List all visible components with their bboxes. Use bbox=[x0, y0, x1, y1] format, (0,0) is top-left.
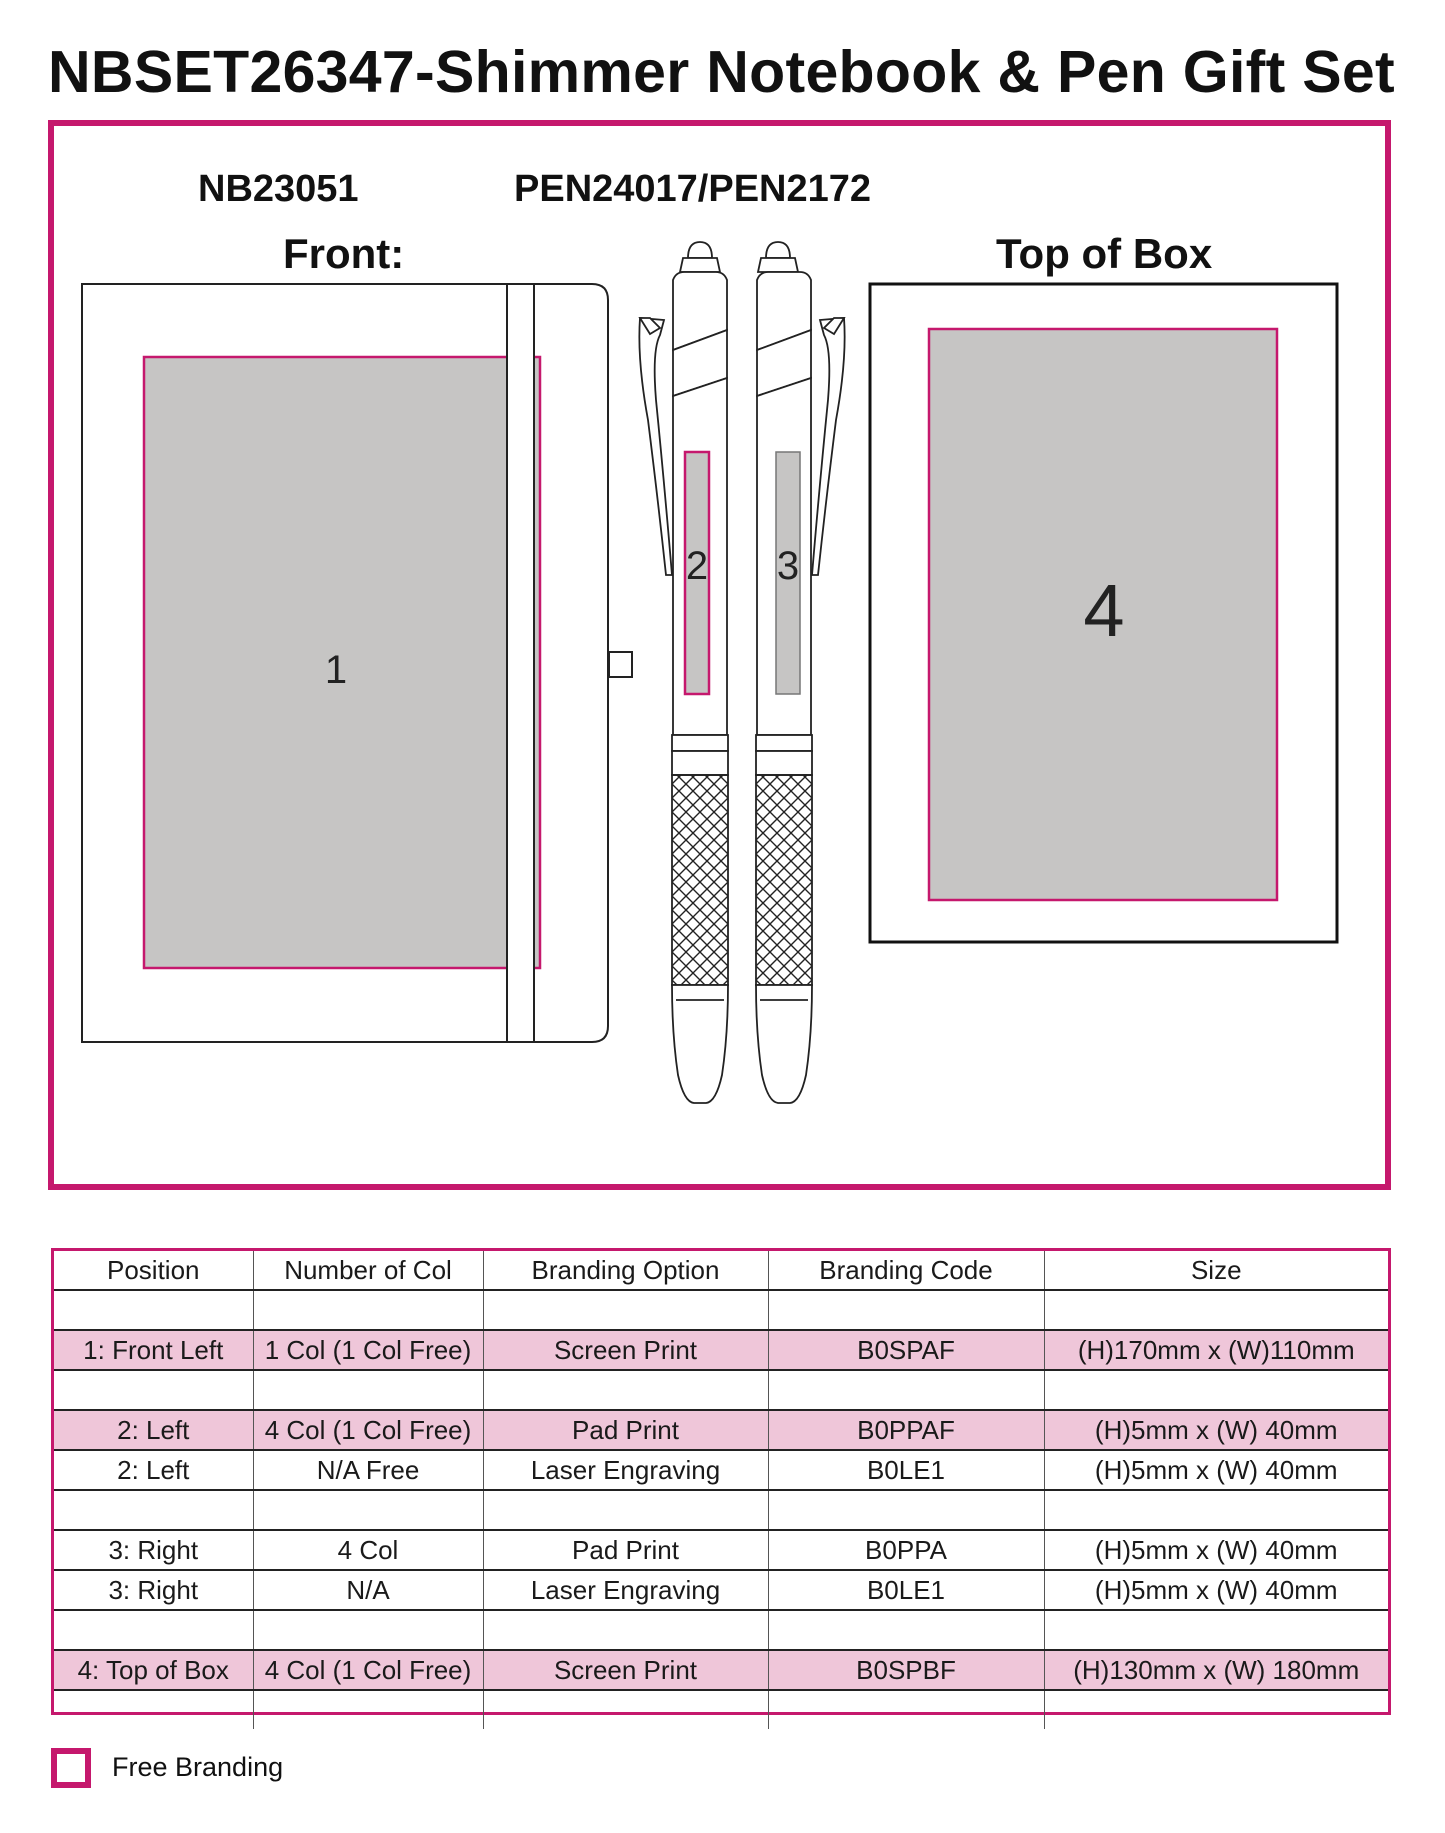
table-header-row bbox=[54, 1251, 1388, 1290]
table-cell: (H)5mm x (W) 40mm bbox=[1044, 1410, 1388, 1450]
page-title: NBSET26347-Shimmer Notebook & Pen Gift Set bbox=[48, 39, 1395, 105]
table-row bbox=[54, 1530, 1388, 1570]
table-cell: Pad Print bbox=[483, 1530, 768, 1570]
table-cell: 1 Col (1 Col Free) bbox=[253, 1330, 483, 1370]
table-row bbox=[54, 1570, 1388, 1610]
table-cell bbox=[483, 1370, 768, 1410]
table-cell bbox=[253, 1370, 483, 1410]
table-cell: (H)5mm x (W) 40mm bbox=[1044, 1530, 1388, 1570]
position-3-number: 3 bbox=[776, 544, 800, 588]
table-row bbox=[54, 1330, 1388, 1370]
table-cell: B0SPAF bbox=[768, 1330, 1044, 1370]
table-cell bbox=[483, 1610, 768, 1650]
front-label: Front: bbox=[283, 230, 405, 277]
table-cell: 4 Col bbox=[253, 1530, 483, 1570]
table-cell bbox=[54, 1610, 253, 1650]
table-row bbox=[54, 1690, 1388, 1729]
table-body bbox=[54, 1290, 1388, 1729]
table-cell: (H)170mm x (W)110mm bbox=[1044, 1330, 1388, 1370]
table-cell bbox=[483, 1490, 768, 1530]
table-cell bbox=[253, 1290, 483, 1330]
table-row bbox=[54, 1290, 1388, 1330]
table-cell: Screen Print bbox=[483, 1650, 768, 1690]
table-cell bbox=[1044, 1610, 1388, 1650]
table-cell bbox=[1044, 1690, 1388, 1729]
table-cell: 4: Top of Box bbox=[54, 1650, 253, 1690]
table-cell bbox=[253, 1690, 483, 1729]
table-cell bbox=[54, 1290, 253, 1330]
table-cell bbox=[1044, 1290, 1388, 1330]
table-cell: 4 Col (1 Col Free) bbox=[253, 1410, 483, 1450]
table-cell: B0LE1 bbox=[768, 1570, 1044, 1610]
table-cell bbox=[768, 1610, 1044, 1650]
table-cell bbox=[483, 1290, 768, 1330]
pen-right-drawing bbox=[756, 242, 845, 1103]
pen-code-label: PEN24017/PEN2172 bbox=[514, 168, 872, 210]
header-size: Size bbox=[1044, 1251, 1388, 1290]
table-cell: Pad Print bbox=[483, 1410, 768, 1450]
table-cell: 2: Left bbox=[54, 1450, 253, 1490]
table-cell bbox=[768, 1690, 1044, 1729]
table-cell bbox=[768, 1490, 1044, 1530]
table-row bbox=[54, 1610, 1388, 1650]
table-cell: 1: Front Left bbox=[54, 1330, 253, 1370]
table-cell: Laser Engraving bbox=[483, 1570, 768, 1610]
notebook-pen-loop bbox=[609, 652, 632, 677]
table-cell: 4 Col (1 Col Free) bbox=[253, 1650, 483, 1690]
table-cell: B0PPAF bbox=[768, 1410, 1044, 1450]
table-cell: N/A Free bbox=[253, 1450, 483, 1490]
notebook-drawing bbox=[82, 284, 632, 1042]
header-branding-option: Branding Option bbox=[483, 1251, 768, 1290]
table-row bbox=[54, 1450, 1388, 1490]
table-cell: 3: Right bbox=[54, 1570, 253, 1610]
table-cell: B0LE1 bbox=[768, 1450, 1044, 1490]
position-1-number: 1 bbox=[324, 648, 348, 692]
position-2-number: 2 bbox=[685, 544, 709, 588]
header-position: Position bbox=[54, 1251, 253, 1290]
free-branding-legend: Free Branding bbox=[112, 1752, 284, 1782]
table-cell bbox=[253, 1610, 483, 1650]
table-cell: Screen Print bbox=[483, 1330, 768, 1370]
top-of-box-label: Top of Box bbox=[996, 230, 1213, 277]
header-number-of-col: Number of Col bbox=[253, 1251, 483, 1290]
notebook-elastic-band bbox=[507, 284, 534, 1042]
table-cell bbox=[253, 1490, 483, 1530]
table-cell: N/A bbox=[253, 1570, 483, 1610]
table-cell: 3: Right bbox=[54, 1530, 253, 1570]
header-branding-code: Branding Code bbox=[768, 1251, 1044, 1290]
notebook-code-label: NB23051 bbox=[198, 168, 359, 210]
branding-table bbox=[51, 1248, 1391, 1715]
table-cell bbox=[54, 1690, 253, 1729]
table-cell: 2: Left bbox=[54, 1410, 253, 1450]
table-cell: B0SPBF bbox=[768, 1650, 1044, 1690]
table-row bbox=[54, 1650, 1388, 1690]
table-row bbox=[54, 1410, 1388, 1450]
box-top-drawing bbox=[870, 284, 1337, 942]
free-branding-swatch bbox=[51, 1748, 91, 1788]
table-cell bbox=[54, 1490, 253, 1530]
table-cell bbox=[54, 1370, 253, 1410]
table-cell bbox=[483, 1690, 768, 1729]
table-cell: (H)5mm x (W) 40mm bbox=[1044, 1450, 1388, 1490]
table-cell bbox=[768, 1290, 1044, 1330]
table-row bbox=[54, 1490, 1388, 1530]
table-cell: (H)130mm x (W) 180mm bbox=[1044, 1650, 1388, 1690]
table-cell: B0PPA bbox=[768, 1530, 1044, 1570]
table-cell bbox=[1044, 1370, 1388, 1410]
table-cell: (H)5mm x (W) 40mm bbox=[1044, 1570, 1388, 1610]
table-row bbox=[54, 1370, 1388, 1410]
pen-left-drawing bbox=[639, 242, 728, 1103]
table-cell bbox=[1044, 1490, 1388, 1530]
table-cell: Laser Engraving bbox=[483, 1450, 768, 1490]
table-cell bbox=[768, 1370, 1044, 1410]
position-4-number: 4 bbox=[1083, 569, 1125, 652]
